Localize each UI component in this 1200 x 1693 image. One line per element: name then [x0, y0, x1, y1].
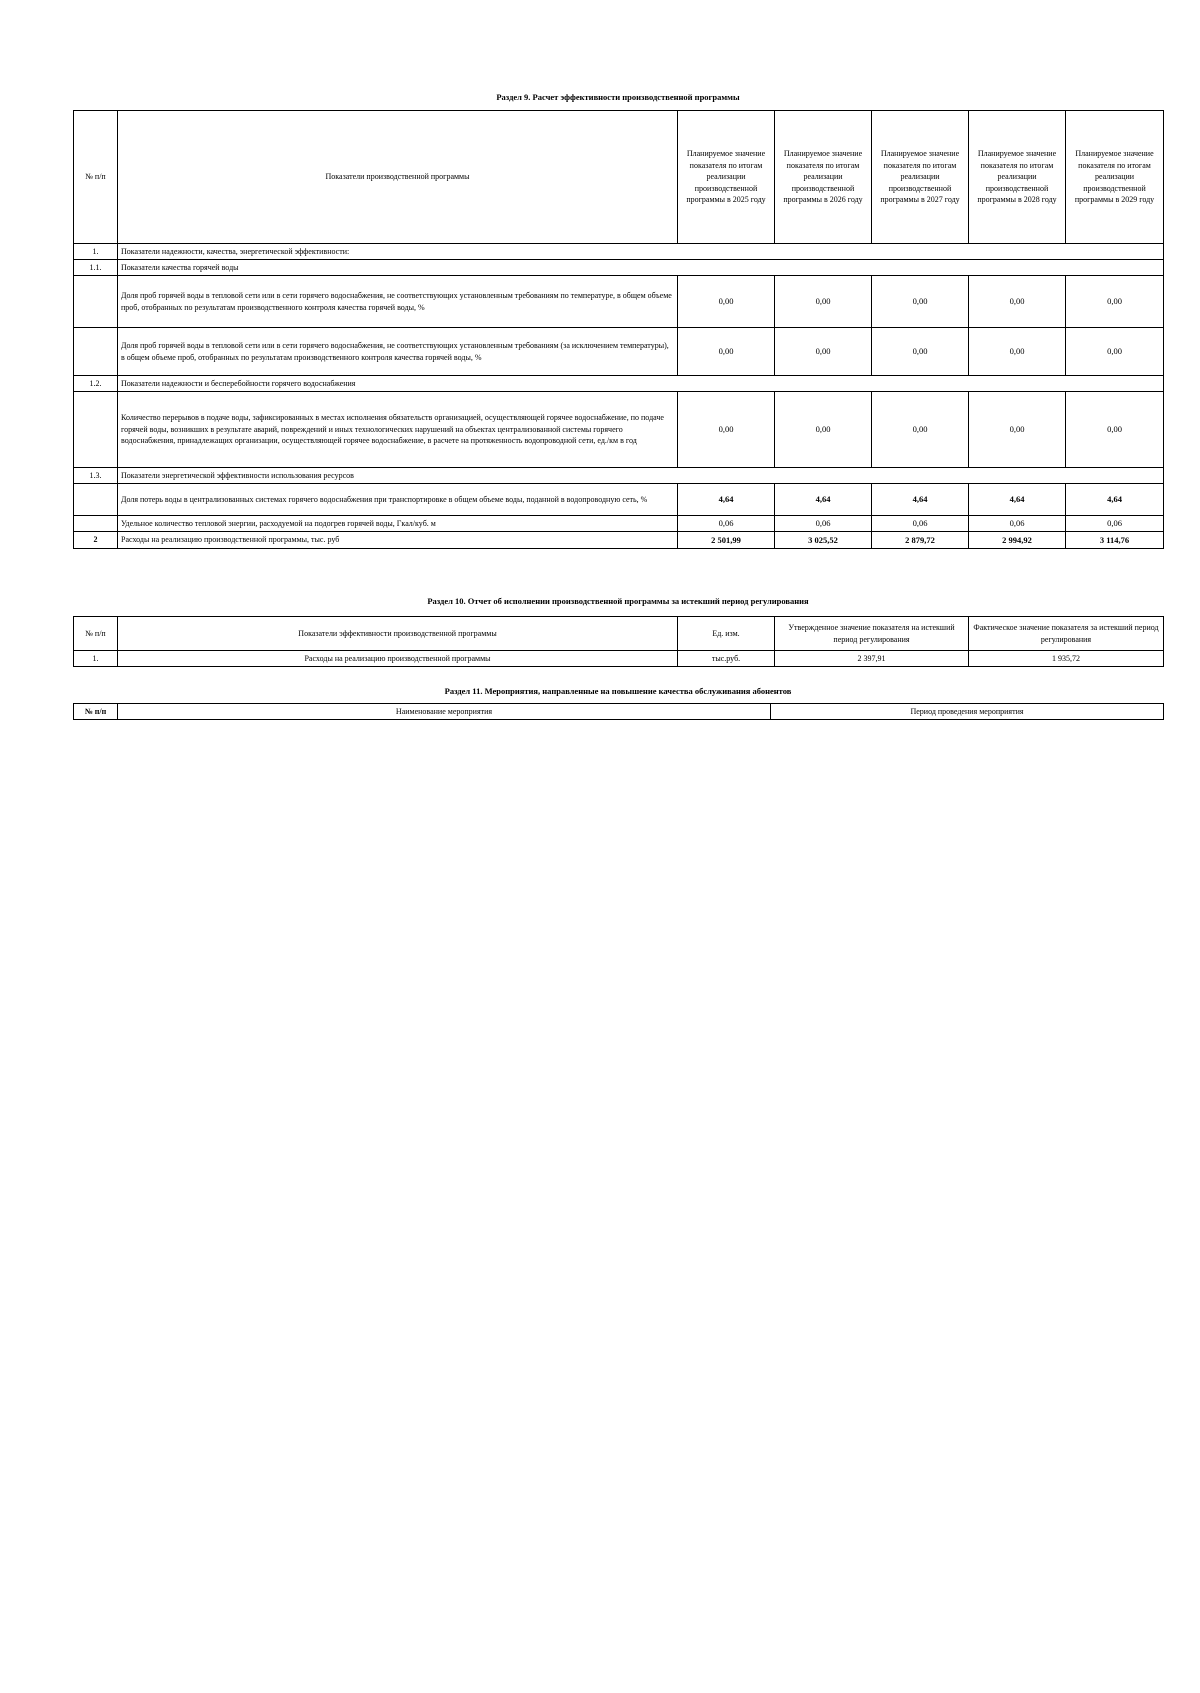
- value-cell: 4,64: [775, 484, 872, 516]
- value-cell: 0,00: [872, 276, 969, 328]
- value-cell: 2 879,72: [872, 532, 969, 549]
- value-cell: 0,00: [872, 328, 969, 376]
- value-cell: 0,00: [775, 276, 872, 328]
- header-approved: Утвержденное значение показателя на истекший период регулирования: [775, 617, 969, 651]
- row-num: [74, 276, 118, 328]
- value-cell: 2 501,99: [678, 532, 775, 549]
- value-cell: 4,64: [678, 484, 775, 516]
- row-num: [74, 484, 118, 516]
- row-approved: 2 397,91: [775, 651, 969, 667]
- row-label: Удельное количество тепловой энергии, расходуемой на подогрев горячей воды, Гкал/куб. м: [118, 516, 678, 532]
- table-row: [74, 532, 1164, 549]
- section9-title: Раздел 9. Расчет эффективности производственной программы: [496, 92, 740, 102]
- table-row: [74, 651, 1164, 667]
- header-num: № п/п: [74, 111, 118, 244]
- value-cell: 0,00: [678, 328, 775, 376]
- row-num: [74, 328, 118, 376]
- value-cell: 2 994,92: [969, 532, 1066, 549]
- value-cell: 4,64: [1066, 484, 1164, 516]
- header-num: № п/п: [74, 617, 118, 651]
- value-cell: 0,00: [1066, 392, 1164, 468]
- value-cell: 0,00: [969, 276, 1066, 328]
- section9-table: [73, 110, 1164, 549]
- value-cell: 3 025,52: [775, 532, 872, 549]
- table-row: [74, 376, 1164, 392]
- row-actual: 1 935,72: [969, 651, 1164, 667]
- value-cell: 0,06: [775, 516, 872, 532]
- section11-header-row: [74, 704, 1164, 720]
- value-cell: 0,00: [775, 328, 872, 376]
- row-num: 1.: [74, 244, 118, 260]
- value-cell: 0,00: [1066, 276, 1164, 328]
- table-row: [74, 328, 1164, 376]
- value-cell: 0,06: [969, 516, 1066, 532]
- value-cell: 0,00: [969, 392, 1066, 468]
- value-cell: 0,00: [775, 392, 872, 468]
- header-indicator: Показатели производственной программы: [118, 111, 678, 244]
- value-cell: 0,06: [1066, 516, 1164, 532]
- header-year-2026: Планируемое значение показателя по итогам реализации производственной программы в 2026 году: [775, 111, 872, 244]
- header-num: № п/п: [74, 704, 118, 720]
- row-num: 1.1.: [74, 260, 118, 276]
- value-cell: 0,06: [872, 516, 969, 532]
- section10-header-row: [74, 617, 1164, 651]
- value-cell: 0,06: [678, 516, 775, 532]
- row-num: 1.3.: [74, 468, 118, 484]
- row-label: Показатели качества горячей воды: [118, 260, 1164, 276]
- row-unit: тыс.руб.: [678, 651, 775, 667]
- header-period: Период проведения мероприятия: [771, 704, 1164, 720]
- table-row: [74, 260, 1164, 276]
- section11-title: Раздел 11. Мероприятия, направленные на повышение качества обслуживания абонентов: [444, 686, 792, 696]
- row-label: Расходы на реализацию производственной программы, тыс. руб: [118, 532, 678, 549]
- header-year-2029: Планируемое значение показателя по итогам реализации производственной программы в 2029 году: [1066, 111, 1164, 244]
- row-label: Доля проб горячей воды в тепловой сети или в сети горячего водоснабжения, не соответствующих установленным требованиям (за исключением температуры), в общем объеме проб, отобранных по результатам производственного контроля качества горячей воды, %: [118, 328, 678, 376]
- section9-header-row: [74, 111, 1164, 244]
- section10-title: Раздел 10. Отчет об исполнении производственной программы за истекший период регулирования: [427, 596, 809, 606]
- row-num: 1.2.: [74, 376, 118, 392]
- value-cell: 0,00: [969, 328, 1066, 376]
- header-actual: Фактическое значение показателя за истекший период регулирования: [969, 617, 1164, 651]
- value-cell: 0,00: [872, 392, 969, 468]
- row-label: Показатели надежности, качества, энергетической эффективности:: [118, 244, 1164, 260]
- row-label: Показатели надежности и бесперебойности горячего водоснабжения: [118, 376, 1164, 392]
- row-num: [74, 516, 118, 532]
- value-cell: 4,64: [969, 484, 1066, 516]
- table-row: [74, 468, 1164, 484]
- row-num: 1.: [74, 651, 118, 667]
- section11-table: [73, 703, 1164, 720]
- row-label: Показатели энергетической эффективности использования ресурсов: [118, 468, 1164, 484]
- section10-table: [73, 616, 1164, 667]
- table-row: [74, 484, 1164, 516]
- value-cell: 3 114,76: [1066, 532, 1164, 549]
- header-year-2028: Планируемое значение показателя по итогам реализации производственной программы в 2028 году: [969, 111, 1066, 244]
- row-label: Доля потерь воды в централизованных системах горячего водоснабжения при транспортировке в общем объеме воды, поданной в водопроводную сеть, %: [118, 484, 678, 516]
- header-indicator: Показатели эффективности производственной программы: [118, 617, 678, 651]
- row-indicator: Расходы на реализацию производственной программы: [118, 651, 678, 667]
- header-unit: Ед. изм.: [678, 617, 775, 651]
- value-cell: 0,00: [678, 276, 775, 328]
- table-row: [74, 244, 1164, 260]
- row-num: 2: [74, 532, 118, 549]
- header-year-2027: Планируемое значение показателя по итогам реализации производственной программы в 2027 году: [872, 111, 969, 244]
- row-label: Количество перерывов в подаче воды, зафиксированных в местах исполнения обязательств организацией, осуществляющей горячее водоснабжение, по подаче горячей воды, возникших в результате аварий, повреждений и иных технологических нарушений на объектах централизованной системы горячего водоснабжения, принадлежащих организации, осуществляющей горячее водоснабжение, в расчете на протяженность водопроводной сети, ед./км в год: [118, 392, 678, 468]
- row-num: [74, 392, 118, 468]
- table-row: [74, 516, 1164, 532]
- table-row: [74, 276, 1164, 328]
- header-year-2025: Планируемое значение показателя по итогам реализации производственной программы в 2025 году: [678, 111, 775, 244]
- header-name: Наименование мероприятия: [118, 704, 771, 720]
- row-label: Доля проб горячей воды в тепловой сети или в сети горячего водоснабжения, не соответствующих установленным требованиям по температуре, в общем объеме проб, отобранных по результатам производственного контроля качества горячей воды, %: [118, 276, 678, 328]
- value-cell: 0,00: [1066, 328, 1164, 376]
- table-row: [74, 392, 1164, 468]
- value-cell: 4,64: [872, 484, 969, 516]
- value-cell: 0,00: [678, 392, 775, 468]
